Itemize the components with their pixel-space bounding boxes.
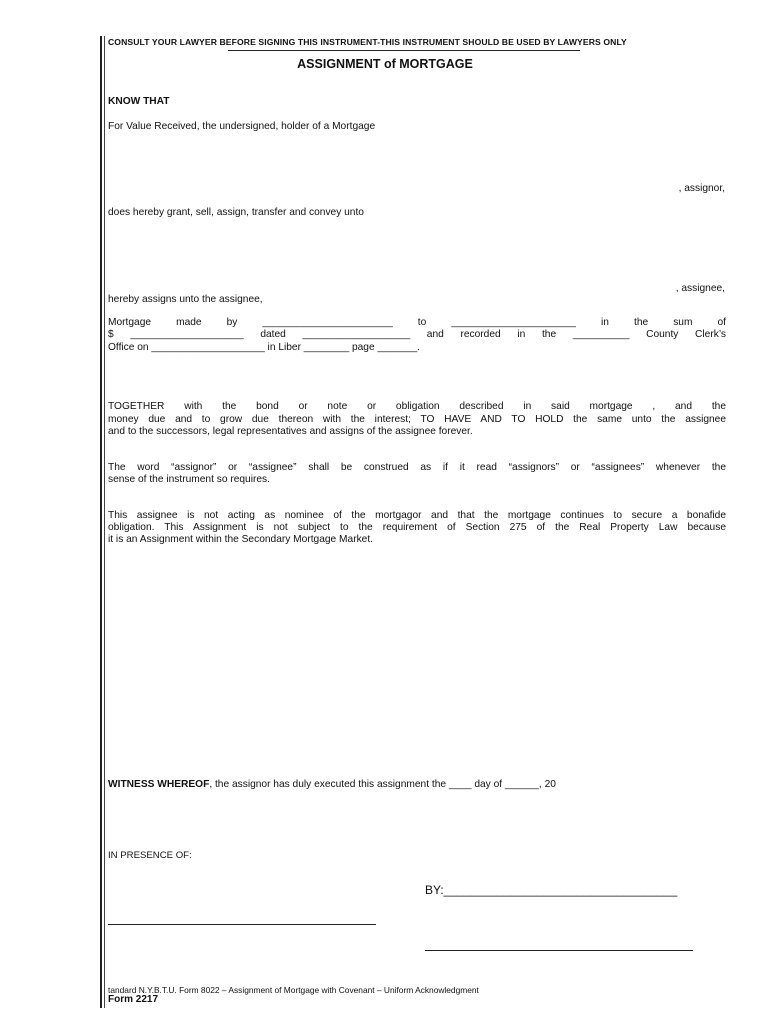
- left-margin-rule: [100, 36, 102, 1008]
- assigns-text: hereby assigns unto the assignee,: [108, 294, 263, 305]
- witness-signature-line[interactable]: [108, 924, 376, 925]
- document-title: ASSIGNMENT of MORTGAGE: [297, 57, 473, 71]
- nominee-line-2: obligation. This Assignment is not subject to the requirement of Section 275 of the Real Property Law because: [108, 522, 726, 533]
- nominee-line-1: This assignee is not acting as nominee of the mortgagor and that the mortgage continues to secure a bonafide: [108, 510, 726, 521]
- mortgage-line-2: $ ____________________ dated ___________________ and recorded in the __________ County Clerk’s: [108, 329, 726, 340]
- warning-underline: [228, 50, 580, 51]
- word-line-2: sense of the instrument so requires.: [108, 474, 270, 485]
- nominee-line-3: it is an Assignment within the Secondary Mortgage Market.: [108, 534, 374, 545]
- together-line-2: money due and to grow due thereon with the interest; TO HAVE AND TO HOLD the same unto the assignee: [108, 414, 726, 425]
- witness-bold: WITNESS WHEREOF: [108, 779, 210, 790]
- witness-line: [108, 779, 556, 792]
- together-line-1: TOGETHER with the bond or note or obligation described in said mortgage , and the: [108, 401, 726, 412]
- value-received-text: For Value Received, the undersigned, holder of a Mortgage: [108, 121, 376, 132]
- by-signature-line: BY:___________________________________: [425, 883, 678, 897]
- assignor-label: , assignor,: [678, 183, 725, 194]
- mortgage-line-3: Office on ____________________ in Liber ________ page _______.: [108, 342, 420, 353]
- form-description: tandard N.Y.B.T.U. Form 8022 – Assignment of Mortgage with Covenant – Uniform Acknowledgment: [108, 985, 479, 995]
- assignor-signature-line[interactable]: [425, 950, 693, 951]
- together-line-3: and to the successors, legal representatives and assigns of the assignee forever.: [108, 426, 473, 437]
- presence-label: IN PRESENCE OF:: [108, 850, 192, 861]
- form-number: Form 2217: [108, 994, 159, 1005]
- know-that-heading: KNOW THAT: [108, 96, 170, 107]
- lawyer-warning: CONSULT YOUR LAWYER BEFORE SIGNING THIS INSTRUMENT-THIS INSTRUMENT SHOULD BE USED BY LAWYERS ONLY: [108, 37, 627, 47]
- left-margin-rule-inner: [104, 36, 105, 1008]
- witness-rest: , the assignor has duly executed this assignment the ____ day of ______, 20: [209, 779, 556, 790]
- grant-text: does hereby grant, sell, assign, transfer and convey unto: [108, 207, 364, 218]
- mortgage-line-1: Mortgage made by _______________________ to ______________________ in the sum of: [108, 317, 726, 328]
- word-line-1: The word “assignor” or “assignee” shall be construed as if it read “assignors” or “assignees” whenever the: [108, 462, 726, 473]
- assignee-label: , assignee,: [675, 283, 725, 294]
